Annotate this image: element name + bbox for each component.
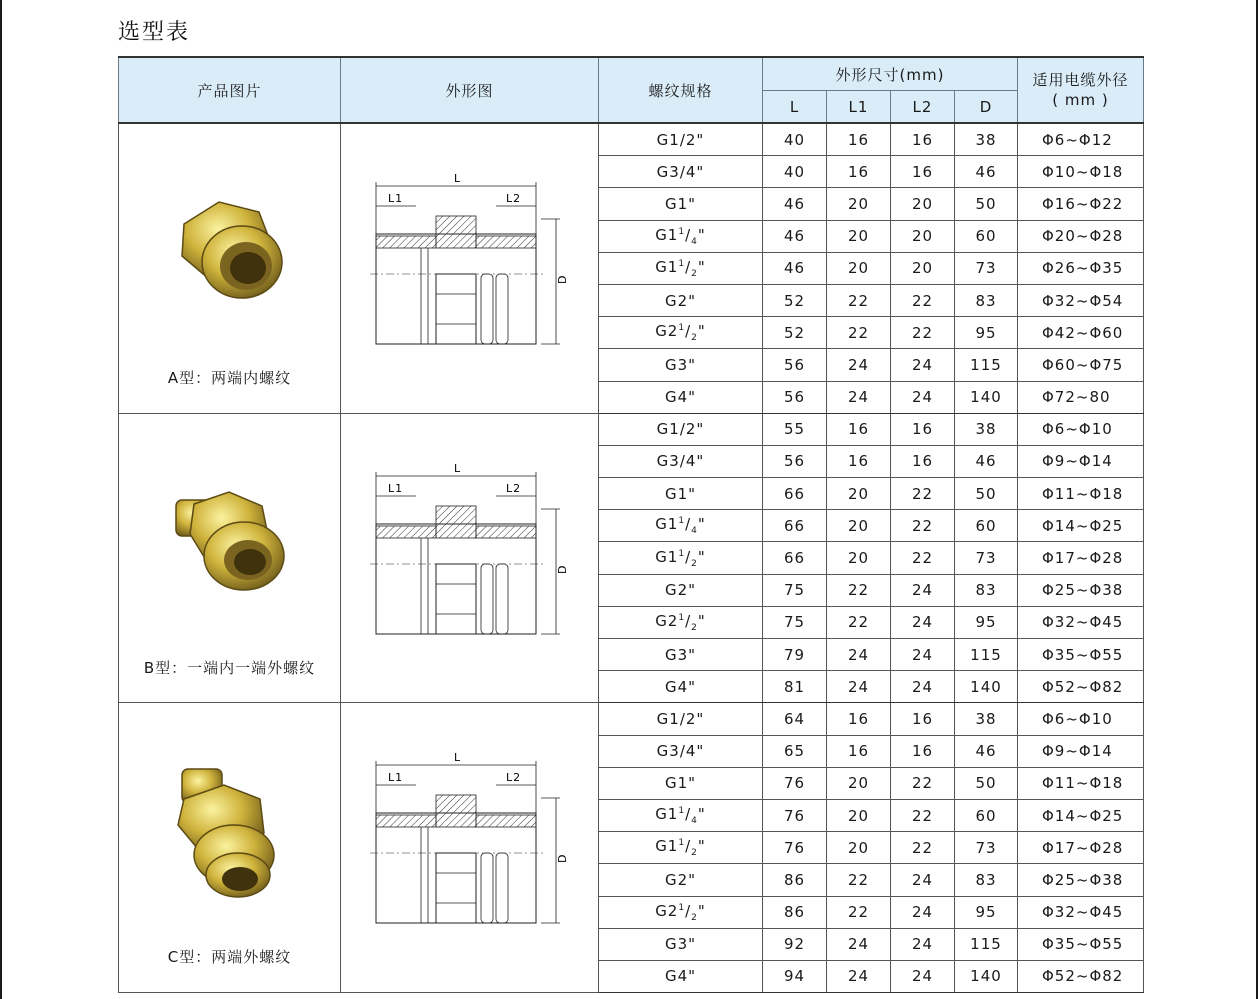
dim-l: 52 — [763, 284, 827, 316]
dim-l: 64 — [763, 703, 827, 735]
thread-fraction-denominator: 4 — [691, 526, 698, 537]
dim-d: 140 — [955, 381, 1018, 413]
cable-diameter-range: Φ25~Φ38 — [1018, 574, 1144, 606]
dim-l: 76 — [763, 799, 827, 831]
drawing-label-L2: L2 — [506, 192, 522, 205]
thread-inch-mark: " — [697, 225, 706, 244]
header-L: L — [763, 91, 827, 124]
dim-d: 46 — [955, 156, 1018, 188]
thread-spec — [599, 188, 763, 220]
thread-main: G3" — [664, 355, 697, 374]
dim-l1: 22 — [827, 284, 891, 316]
dim-d: 38 — [955, 703, 1018, 735]
dim-d: 60 — [955, 799, 1018, 831]
dim-l1: 16 — [827, 123, 891, 156]
drawing-label-D: D — [556, 564, 569, 574]
cable-diameter-range: Φ17~Φ28 — [1018, 542, 1144, 574]
dim-d: 73 — [955, 252, 1018, 284]
dim-l2: 24 — [891, 928, 955, 960]
thread-fraction-numerator: 1 — [678, 612, 686, 623]
dim-l1: 16 — [827, 156, 891, 188]
cable-diameter-range: Φ35~Φ55 — [1018, 639, 1144, 671]
cable-diameter-range: Φ10~Φ18 — [1018, 156, 1144, 188]
dim-l2: 24 — [891, 960, 955, 992]
outline-drawing-type-a — [341, 124, 598, 412]
thread-fraction-denominator: 2 — [691, 333, 698, 344]
cable-diameter-range: Φ52~Φ82 — [1018, 960, 1144, 992]
thread-main: G2" — [664, 291, 697, 310]
outline-drawing-cell-type-c — [341, 703, 599, 993]
dim-l: 46 — [763, 220, 827, 252]
dim-l1: 24 — [827, 960, 891, 992]
dim-l1: 16 — [827, 703, 891, 735]
dim-l2: 24 — [891, 349, 955, 381]
thread-main: G1/2" — [656, 130, 705, 149]
dim-l: 76 — [763, 832, 827, 864]
dim-l2: 24 — [891, 671, 955, 703]
dim-l1: 24 — [827, 928, 891, 960]
cable-diameter-range: Φ16~Φ22 — [1018, 188, 1144, 220]
thread-fraction-slash: / — [685, 225, 692, 244]
dim-l: 66 — [763, 510, 827, 542]
dim-l1: 16 — [827, 413, 891, 445]
dim-l1: 20 — [827, 510, 891, 542]
dim-d: 73 — [955, 832, 1018, 864]
drawing-label-L1: L1 — [388, 192, 404, 205]
drawing-label-L: L — [454, 172, 462, 185]
drawing-label-L1: L1 — [388, 771, 404, 785]
dim-l2: 16 — [891, 735, 955, 767]
dim-l1: 24 — [827, 381, 891, 413]
dim-l2: 22 — [891, 284, 955, 316]
table-body — [119, 123, 1144, 993]
dim-d: 83 — [955, 574, 1018, 606]
header-dimensions: 外形尺寸(mm) — [763, 57, 1018, 91]
dim-l: 46 — [763, 188, 827, 220]
dim-l2: 20 — [891, 252, 955, 284]
dim-l1: 16 — [827, 735, 891, 767]
header-L2: L2 — [891, 91, 955, 124]
dim-l: 92 — [763, 928, 827, 960]
thread-main: G4" — [664, 388, 697, 407]
dim-l1: 20 — [827, 767, 891, 799]
type-caption-type-a: A型：两端内螺纹 — [167, 369, 292, 387]
cable-diameter-range: Φ14~Φ25 — [1018, 510, 1144, 542]
selection-table — [118, 56, 1144, 993]
dim-l1: 20 — [827, 220, 891, 252]
thread-spec — [599, 445, 763, 477]
table-row — [119, 413, 1144, 445]
thread-inch-mark: " — [697, 837, 706, 856]
dim-l1: 16 — [827, 445, 891, 477]
dim-l2: 22 — [891, 832, 955, 864]
dim-l: 79 — [763, 639, 827, 671]
page-title: 选型表 — [118, 20, 191, 45]
cable-diameter-range: Φ17~Φ28 — [1018, 832, 1144, 864]
thread-spec — [599, 703, 763, 735]
thread-inch-mark: " — [697, 322, 706, 341]
cable-diameter-range: Φ9~Φ14 — [1018, 735, 1144, 767]
dim-l1: 20 — [827, 478, 891, 510]
cable-diameter-range: Φ32~Φ54 — [1018, 284, 1144, 316]
dim-l: 55 — [763, 413, 827, 445]
dim-d: 83 — [955, 284, 1018, 316]
header-thread: 螺纹规格 — [599, 57, 763, 123]
drawing-label-D: D — [556, 853, 569, 864]
dim-l1: 24 — [827, 671, 891, 703]
thread-fraction-numerator: 1 — [678, 902, 686, 913]
thread-main: G2 — [655, 901, 679, 920]
dim-d: 73 — [955, 542, 1018, 574]
dim-d: 115 — [955, 928, 1018, 960]
thread-fraction-denominator: 2 — [691, 848, 698, 859]
drawing-label-L1: L1 — [388, 481, 404, 495]
dim-d: 95 — [955, 896, 1018, 928]
type-caption-type-c: C型：两端外螺纹 — [167, 948, 292, 967]
thread-fraction-numerator: 1 — [678, 838, 686, 849]
thread-spec — [599, 413, 763, 445]
cable-diameter-range: Φ9~Φ14 — [1018, 445, 1144, 477]
dim-l1: 22 — [827, 574, 891, 606]
thread-spec — [599, 606, 763, 638]
thread-spec — [599, 639, 763, 671]
outline-drawing-type-c — [341, 703, 598, 991]
dim-l2: 22 — [891, 317, 955, 349]
thread-main: G4" — [664, 677, 697, 696]
cable-diameter-range: Φ26~Φ35 — [1018, 252, 1144, 284]
cable-diameter-range: Φ32~Φ45 — [1018, 606, 1144, 638]
thread-fraction-slash: / — [685, 322, 692, 341]
thread-main: G3/4" — [656, 452, 705, 471]
dim-d: 38 — [955, 413, 1018, 445]
cable-diameter-range: Φ72~80 — [1018, 381, 1144, 413]
cable-diameter-range: Φ11~Φ18 — [1018, 478, 1144, 510]
thread-inch-mark: " — [697, 805, 706, 824]
dim-l: 66 — [763, 478, 827, 510]
dim-l: 86 — [763, 896, 827, 928]
thread-fraction-denominator: 2 — [691, 912, 698, 923]
thread-fraction-slash: / — [685, 515, 692, 534]
dim-l2: 16 — [891, 703, 955, 735]
dim-l: 65 — [763, 735, 827, 767]
thread-main: G2 — [655, 611, 679, 630]
cable-diameter-range: Φ14~Φ25 — [1018, 799, 1144, 831]
dim-d: 46 — [955, 445, 1018, 477]
dim-l1: 24 — [827, 639, 891, 671]
dim-l: 56 — [763, 381, 827, 413]
thread-fraction-slash: / — [685, 257, 692, 276]
dim-l: 94 — [763, 960, 827, 992]
thread-spec — [599, 542, 763, 574]
header-D: D — [955, 91, 1018, 124]
dim-l: 40 — [763, 156, 827, 188]
thread-main: G3" — [664, 645, 697, 664]
thread-main: G1" — [664, 194, 697, 213]
thread-inch-mark: " — [697, 901, 706, 920]
dim-l1: 20 — [827, 252, 891, 284]
thread-main: G1 — [655, 547, 679, 566]
dim-l2: 22 — [891, 799, 955, 831]
thread-inch-mark: " — [697, 547, 706, 566]
dim-l: 46 — [763, 252, 827, 284]
thread-main: G1" — [664, 484, 697, 503]
thread-main: G1 — [655, 805, 679, 824]
cable-diameter-range: Φ35~Φ55 — [1018, 928, 1144, 960]
dim-l1: 22 — [827, 317, 891, 349]
dim-l2: 16 — [891, 156, 955, 188]
type-caption-type-b: B型：一端内一端外螺纹 — [143, 658, 316, 677]
dim-l: 86 — [763, 864, 827, 896]
thread-spec — [599, 832, 763, 864]
thread-spec — [599, 671, 763, 703]
header-drawing: 外形图 — [341, 57, 599, 123]
dim-l2: 16 — [891, 413, 955, 445]
dim-l: 40 — [763, 123, 827, 156]
dim-l: 52 — [763, 317, 827, 349]
dim-d: 140 — [955, 960, 1018, 992]
dim-l2: 24 — [891, 574, 955, 606]
header-L1: L1 — [827, 91, 891, 124]
cable-diameter-range: Φ6~Φ10 — [1018, 703, 1144, 735]
thread-spec — [599, 896, 763, 928]
dim-l: 56 — [763, 445, 827, 477]
cable-diameter-range: Φ52~Φ82 — [1018, 671, 1144, 703]
header-cable-line1: 适用电缆外径 — [1032, 71, 1129, 89]
dim-l2: 24 — [891, 896, 955, 928]
thread-inch-mark: " — [697, 611, 706, 630]
product-photo-cell-type-b — [119, 413, 341, 703]
thread-main: G1 — [655, 225, 679, 244]
dim-l: 76 — [763, 767, 827, 799]
dim-d: 83 — [955, 864, 1018, 896]
thread-fraction-slash: / — [685, 837, 692, 856]
thread-fraction-slash: / — [685, 901, 692, 920]
dim-l: 81 — [763, 671, 827, 703]
dim-l: 66 — [763, 542, 827, 574]
thread-spec — [599, 317, 763, 349]
thread-spec — [599, 123, 763, 156]
dim-d: 46 — [955, 735, 1018, 767]
drawing-label-L2: L2 — [506, 481, 522, 495]
dim-l1: 20 — [827, 832, 891, 864]
thread-inch-mark: " — [697, 515, 706, 534]
dim-l: 75 — [763, 606, 827, 638]
dim-l1: 22 — [827, 606, 891, 638]
thread-main: G1" — [664, 774, 697, 793]
cable-diameter-range: Φ20~Φ28 — [1018, 220, 1144, 252]
dim-l2: 22 — [891, 510, 955, 542]
thread-inch-mark: " — [697, 257, 706, 276]
thread-main: G1/2" — [656, 420, 705, 439]
dim-d: 60 — [955, 510, 1018, 542]
header-photo: 产品图片 — [119, 57, 341, 123]
dim-d: 50 — [955, 478, 1018, 510]
thread-main: G1/2" — [656, 709, 705, 728]
dim-d: 95 — [955, 317, 1018, 349]
thread-main: G1 — [655, 837, 679, 856]
thread-spec — [599, 252, 763, 284]
thread-main: G2" — [664, 581, 697, 600]
dim-d: 50 — [955, 767, 1018, 799]
outline-drawing-cell-type-a — [341, 123, 599, 413]
thread-fraction-numerator: 1 — [678, 806, 686, 817]
dim-l2: 16 — [891, 123, 955, 156]
page-left-border — [0, 0, 2, 999]
dim-l2: 16 — [891, 445, 955, 477]
outline-drawing-type-b — [341, 414, 598, 702]
cable-diameter-range: Φ11~Φ18 — [1018, 767, 1144, 799]
thread-spec — [599, 156, 763, 188]
dim-l: 75 — [763, 574, 827, 606]
thread-main: G2 — [655, 322, 679, 341]
thread-main: G4" — [664, 967, 697, 986]
thread-spec — [599, 220, 763, 252]
thread-fraction-denominator: 2 — [691, 558, 698, 569]
thread-main: G3/4" — [656, 742, 705, 761]
thread-spec — [599, 928, 763, 960]
dim-d: 95 — [955, 606, 1018, 638]
dim-l2: 24 — [891, 381, 955, 413]
thread-fraction-numerator: 1 — [678, 548, 686, 559]
drawing-label-D: D — [556, 274, 569, 284]
drawing-label-L: L — [454, 461, 462, 475]
thread-fraction-slash: / — [685, 611, 692, 630]
dim-l2: 22 — [891, 542, 955, 574]
table-row — [119, 703, 1144, 735]
thread-spec — [599, 864, 763, 896]
dim-l2: 24 — [891, 639, 955, 671]
cable-diameter-range: Φ6~Φ12 — [1018, 123, 1144, 156]
thread-fraction-denominator: 4 — [691, 236, 698, 247]
cable-diameter-range: Φ6~Φ10 — [1018, 413, 1144, 445]
thread-fraction-denominator: 2 — [691, 268, 698, 279]
dim-l1: 22 — [827, 896, 891, 928]
dim-d: 50 — [955, 188, 1018, 220]
dim-l2: 20 — [891, 220, 955, 252]
dim-l: 56 — [763, 349, 827, 381]
thread-spec — [599, 799, 763, 831]
thread-main: G3" — [664, 935, 697, 954]
thread-spec — [599, 381, 763, 413]
cable-diameter-range: Φ25~Φ38 — [1018, 864, 1144, 896]
outline-drawing-cell-type-b — [341, 413, 599, 703]
dim-d: 38 — [955, 123, 1018, 156]
table-row — [119, 123, 1144, 156]
header-cable-line2: ( mm ) — [1052, 91, 1109, 109]
thread-fraction-numerator: 1 — [678, 323, 686, 334]
dim-l1: 22 — [827, 864, 891, 896]
dim-d: 115 — [955, 639, 1018, 671]
dim-l2: 22 — [891, 767, 955, 799]
thread-main: G2" — [664, 870, 697, 889]
thread-spec — [599, 284, 763, 316]
thread-fraction-numerator: 1 — [678, 516, 686, 527]
drawing-label-L2: L2 — [506, 771, 522, 785]
dim-l1: 20 — [827, 188, 891, 220]
thread-spec — [599, 767, 763, 799]
header-cable-diameter — [1018, 57, 1144, 123]
thread-fraction-numerator: 1 — [678, 226, 686, 237]
product-photo-cell-type-c — [119, 703, 341, 993]
cable-diameter-range: Φ60~Φ75 — [1018, 349, 1144, 381]
thread-main: G1 — [655, 515, 679, 534]
dim-l2: 20 — [891, 188, 955, 220]
thread-fraction-denominator: 2 — [691, 622, 698, 633]
dim-l2: 24 — [891, 606, 955, 638]
dim-l1: 24 — [827, 349, 891, 381]
dim-d: 115 — [955, 349, 1018, 381]
cable-diameter-range: Φ32~Φ45 — [1018, 896, 1144, 928]
thread-fraction-slash: / — [685, 805, 692, 824]
thread-spec — [599, 735, 763, 767]
cable-diameter-range: Φ42~Φ60 — [1018, 317, 1144, 349]
drawing-label-L: L — [454, 751, 462, 765]
dim-l1: 20 — [827, 542, 891, 574]
thread-spec — [599, 574, 763, 606]
dim-l2: 22 — [891, 478, 955, 510]
thread-fraction-numerator: 1 — [678, 258, 686, 269]
thread-fraction-slash: / — [685, 547, 692, 566]
thread-main: G1 — [655, 257, 679, 276]
table-header — [119, 57, 1144, 123]
thread-spec — [599, 960, 763, 992]
thread-spec — [599, 510, 763, 542]
dim-l2: 24 — [891, 864, 955, 896]
product-photo-cell-type-a — [119, 123, 341, 413]
thread-spec — [599, 349, 763, 381]
dim-l1: 20 — [827, 799, 891, 831]
dim-d: 140 — [955, 671, 1018, 703]
dim-d: 60 — [955, 220, 1018, 252]
thread-spec — [599, 478, 763, 510]
thread-fraction-denominator: 4 — [691, 816, 698, 827]
thread-main: G3/4" — [656, 162, 705, 181]
